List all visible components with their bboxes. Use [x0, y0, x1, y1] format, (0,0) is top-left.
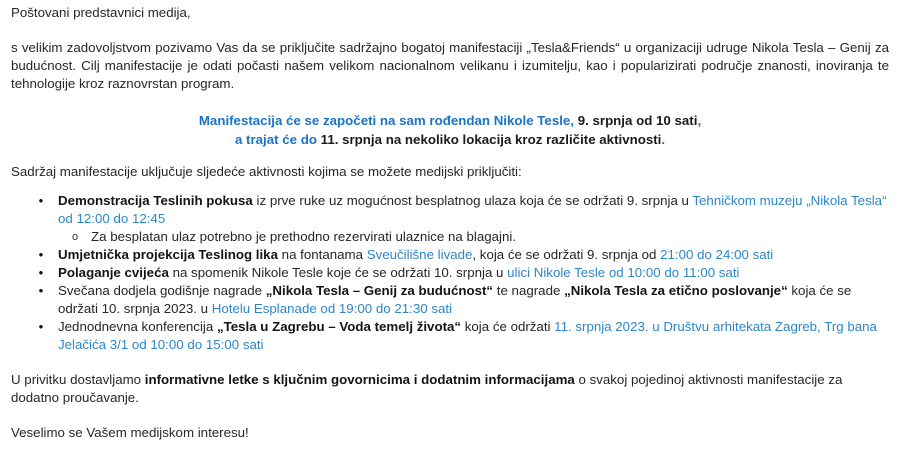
- activity-location-link[interactable]: Hotelu Esplanade od 19:00 do 21:30 sati: [211, 301, 453, 316]
- activity-text: koja će održati: [461, 319, 555, 334]
- sub-bullet-icon: o: [71, 231, 79, 243]
- activity-text: Jednodnevna konferencija: [58, 319, 217, 334]
- attachment-text: o svakoj pojedinoj aktivnosti manifestacije za dodatno proučavanje.: [11, 372, 843, 405]
- activity-title: Umjetnička projekcija Teslinog lika: [58, 247, 278, 262]
- activity-sublist: [58, 228, 889, 246]
- activity-title: Polaganje cvijeća: [58, 265, 169, 280]
- activity-item: [38, 282, 889, 318]
- closing-line: Veselimo se Vašem medijskom interesu!: [11, 425, 249, 440]
- activity-item: [38, 246, 889, 264]
- conference-title: „Tesla u Zagrebu – Voda temelj života“: [216, 319, 462, 334]
- activity-location-link[interactable]: Tehničkom muzeju „Nikola Tesla“ od 12:00 do 12:45: [58, 193, 887, 226]
- activity-subitem: [71, 228, 889, 246]
- activity-subtext: Za besplatan ulaz potrebno je prethodno rezervirati ulaznice na blagajni.: [91, 229, 517, 244]
- highlight-line2-end: .: [661, 132, 666, 147]
- activity-time-link[interactable]: 21:00 do 24:00 sati: [660, 247, 774, 262]
- activity-text: na spomenik Nikole Tesle koje će se održati 10. srpnja u: [168, 265, 508, 280]
- greeting: Poštovani predstavnici medija,: [11, 5, 191, 20]
- event-highlight: [11, 111, 889, 149]
- attachment-bold: informativne letke s ključnim govornicima i dodatnim informacijama: [144, 372, 575, 387]
- activity-text: , koja će se održati 9. srpnja od: [472, 247, 661, 262]
- highlight-line2-blue: a trajat će do: [234, 132, 321, 147]
- award-title: „Nikola Tesla – Genij za budućnost“: [265, 283, 494, 298]
- highlight-line2-date: 11. srpnja na nekoliko lokacija kroz različite aktivnosti: [320, 132, 662, 147]
- activity-text: Svečana dodjela godišnje nagrade: [58, 283, 266, 298]
- attachment-paragraph: [11, 371, 889, 407]
- activity-text: iz prve ruke uz mogućnost besplatnog ulaza koja će se održati 9. srpnja u: [252, 193, 693, 208]
- activity-text: koja će se održati 10. srpnja 2023. u: [58, 283, 852, 316]
- intro-paragraph: s velikim zadovoljstvom pozivamo Vas da se priključite sadržajno bogatoj manifestaciji „Tesla&Friends“ u organizaciji udruge Nikola Tesla – Genij za budućnost. Cilj manifestacije je odati počasti našem velikom nacionalnom velikanu i izumitelju, kao i popularizirati područje znanosti, inoviranja te tehnologije kroz raznovrstan program.: [11, 40, 889, 91]
- activity-item: [38, 264, 889, 282]
- activity-text: na fontanama: [277, 247, 367, 262]
- highlight-line1-blue: Manifestacija će se započeti na sam rođendan Nikole Tesle,: [198, 113, 575, 128]
- highlight-line1-end: ,: [697, 113, 702, 128]
- award-title: „Nikola Tesla za etično poslovanje“: [564, 283, 788, 298]
- bullet-icon: •: [38, 283, 44, 298]
- activity-title: Demonstracija Teslinih pokusa: [58, 193, 253, 208]
- bullet-icon: •: [38, 319, 44, 334]
- bullet-icon: •: [38, 193, 44, 208]
- activity-location-link[interactable]: 11. srpnja 2023. u Društvu arhitekata Zagreb, Trg bana Jelačića 3/1 od 10:00 do 15:00 sati: [58, 319, 877, 352]
- bullet-icon: •: [38, 265, 44, 280]
- activity-text: te nagrade: [493, 283, 565, 298]
- bullet-icon: •: [38, 247, 44, 262]
- highlight-line1-date: 9. srpnja od 10 sati: [574, 113, 698, 128]
- activity-location-link[interactable]: ulici Nikole Tesle od 10:00 do 11:00 sati: [507, 265, 740, 280]
- activity-location-link[interactable]: Sveučilišne livade: [366, 247, 473, 262]
- activity-item: [38, 318, 889, 354]
- activities-list: [11, 192, 889, 354]
- activities-lead: Sadržaj manifestacije uključuje sljedeće aktivnosti kojima se možete medijski priključiti:: [11, 164, 522, 179]
- attachment-text: U privitku dostavljamo: [11, 372, 145, 387]
- activity-item: [38, 192, 889, 246]
